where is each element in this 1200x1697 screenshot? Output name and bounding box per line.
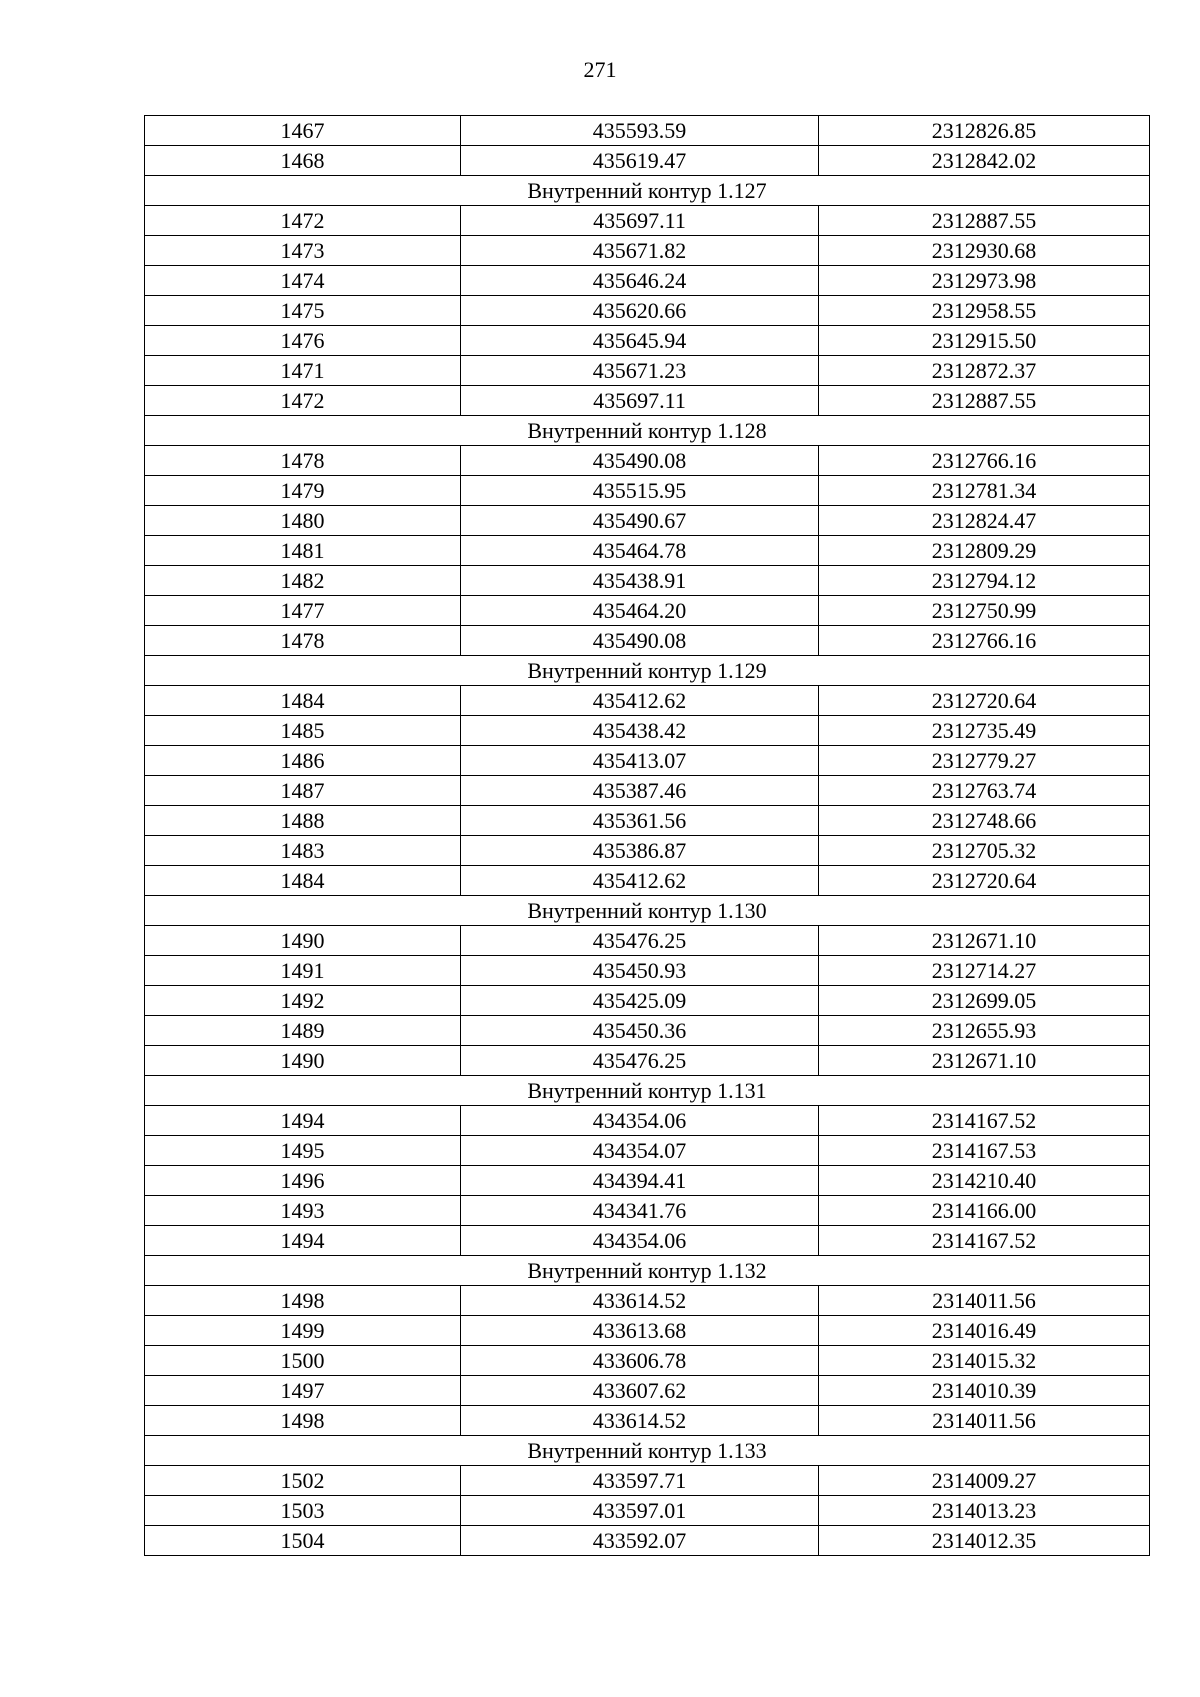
x-coordinate-cell: 433614.52 <box>461 1286 819 1316</box>
x-coordinate-cell: 433592.07 <box>461 1526 819 1556</box>
table-row <box>145 1016 1150 1046</box>
x-coordinate-cell: 434341.76 <box>461 1196 819 1226</box>
table-row <box>145 806 1150 836</box>
y-coordinate-cell: 2312735.49 <box>819 716 1150 746</box>
y-coordinate-cell: 2314011.56 <box>819 1286 1150 1316</box>
y-coordinate-cell: 2312842.02 <box>819 146 1150 176</box>
point-number-cell: 1487 <box>145 776 461 806</box>
contour-title: Внутренний контур 1.127 <box>145 176 1150 206</box>
y-coordinate-cell: 2314012.35 <box>819 1526 1150 1556</box>
contour-title: Внутренний контур 1.130 <box>145 896 1150 926</box>
y-coordinate-cell: 2312714.27 <box>819 956 1150 986</box>
y-coordinate-cell: 2314010.39 <box>819 1376 1150 1406</box>
table-row <box>145 1046 1150 1076</box>
contour-header-row <box>145 656 1150 686</box>
table-row <box>145 146 1150 176</box>
table-row <box>145 206 1150 236</box>
x-coordinate-cell: 434354.06 <box>461 1106 819 1136</box>
table-row <box>145 446 1150 476</box>
y-coordinate-cell: 2314015.32 <box>819 1346 1150 1376</box>
y-coordinate-cell: 2312781.34 <box>819 476 1150 506</box>
contour-header-row <box>145 1436 1150 1466</box>
table-row <box>145 1316 1150 1346</box>
y-coordinate-cell: 2312826.85 <box>819 116 1150 146</box>
x-coordinate-cell: 435438.42 <box>461 716 819 746</box>
point-number-cell: 1471 <box>145 356 461 386</box>
point-number-cell: 1504 <box>145 1526 461 1556</box>
y-coordinate-cell: 2314009.27 <box>819 1466 1150 1496</box>
contour-header-row <box>145 416 1150 446</box>
point-number-cell: 1495 <box>145 1136 461 1166</box>
x-coordinate-cell: 435464.78 <box>461 536 819 566</box>
x-coordinate-cell: 435490.08 <box>461 446 819 476</box>
y-coordinate-cell: 2312720.64 <box>819 866 1150 896</box>
table-row <box>145 236 1150 266</box>
table-row <box>145 1466 1150 1496</box>
point-number-cell: 1490 <box>145 926 461 956</box>
table-row <box>145 1286 1150 1316</box>
contour-header-row <box>145 896 1150 926</box>
table-row <box>145 116 1150 146</box>
coordinates-table-body <box>145 116 1150 1556</box>
x-coordinate-cell: 435412.62 <box>461 686 819 716</box>
y-coordinate-cell: 2312915.50 <box>819 326 1150 356</box>
table-row <box>145 296 1150 326</box>
table-row <box>145 1376 1150 1406</box>
y-coordinate-cell: 2312809.29 <box>819 536 1150 566</box>
x-coordinate-cell: 435425.09 <box>461 986 819 1016</box>
y-coordinate-cell: 2312887.55 <box>819 206 1150 236</box>
x-coordinate-cell: 435464.20 <box>461 596 819 626</box>
x-coordinate-cell: 435697.11 <box>461 206 819 236</box>
point-number-cell: 1498 <box>145 1406 461 1436</box>
y-coordinate-cell: 2314013.23 <box>819 1496 1150 1526</box>
table-row <box>145 776 1150 806</box>
point-number-cell: 1478 <box>145 626 461 656</box>
y-coordinate-cell: 2314166.00 <box>819 1196 1150 1226</box>
x-coordinate-cell: 435413.07 <box>461 746 819 776</box>
x-coordinate-cell: 435386.87 <box>461 836 819 866</box>
y-coordinate-cell: 2312973.98 <box>819 266 1150 296</box>
y-coordinate-cell: 2312872.37 <box>819 356 1150 386</box>
point-number-cell: 1493 <box>145 1196 461 1226</box>
x-coordinate-cell: 435438.91 <box>461 566 819 596</box>
table-row <box>145 1496 1150 1526</box>
table-row <box>145 1226 1150 1256</box>
table-row <box>145 1136 1150 1166</box>
table-row <box>145 1196 1150 1226</box>
point-number-cell: 1467 <box>145 116 461 146</box>
table-row <box>145 746 1150 776</box>
point-number-cell: 1483 <box>145 836 461 866</box>
x-coordinate-cell: 433597.71 <box>461 1466 819 1496</box>
y-coordinate-cell: 2312958.55 <box>819 296 1150 326</box>
point-number-cell: 1494 <box>145 1106 461 1136</box>
y-coordinate-cell: 2312766.16 <box>819 626 1150 656</box>
table-row <box>145 926 1150 956</box>
table-row <box>145 836 1150 866</box>
x-coordinate-cell: 433597.01 <box>461 1496 819 1526</box>
table-row <box>145 266 1150 296</box>
contour-title: Внутренний контур 1.133 <box>145 1436 1150 1466</box>
x-coordinate-cell: 435361.56 <box>461 806 819 836</box>
point-number-cell: 1482 <box>145 566 461 596</box>
y-coordinate-cell: 2312763.74 <box>819 776 1150 806</box>
point-number-cell: 1475 <box>145 296 461 326</box>
x-coordinate-cell: 435476.25 <box>461 926 819 956</box>
table-row <box>145 536 1150 566</box>
point-number-cell: 1472 <box>145 386 461 416</box>
point-number-cell: 1498 <box>145 1286 461 1316</box>
table-row <box>145 956 1150 986</box>
table-row <box>145 716 1150 746</box>
x-coordinate-cell: 435450.93 <box>461 956 819 986</box>
contour-title: Внутренний контур 1.128 <box>145 416 1150 446</box>
point-number-cell: 1494 <box>145 1226 461 1256</box>
point-number-cell: 1488 <box>145 806 461 836</box>
table-row <box>145 1406 1150 1436</box>
point-number-cell: 1490 <box>145 1046 461 1076</box>
y-coordinate-cell: 2314167.52 <box>819 1106 1150 1136</box>
y-coordinate-cell: 2312671.10 <box>819 1046 1150 1076</box>
x-coordinate-cell: 435671.23 <box>461 356 819 386</box>
point-number-cell: 1503 <box>145 1496 461 1526</box>
x-coordinate-cell: 435515.95 <box>461 476 819 506</box>
table-row <box>145 866 1150 896</box>
contour-header-row <box>145 1076 1150 1106</box>
point-number-cell: 1502 <box>145 1466 461 1496</box>
x-coordinate-cell: 435671.82 <box>461 236 819 266</box>
point-number-cell: 1497 <box>145 1376 461 1406</box>
table-row <box>145 686 1150 716</box>
point-number-cell: 1479 <box>145 476 461 506</box>
point-number-cell: 1485 <box>145 716 461 746</box>
table-row <box>145 356 1150 386</box>
x-coordinate-cell: 434394.41 <box>461 1166 819 1196</box>
x-coordinate-cell: 435619.47 <box>461 146 819 176</box>
y-coordinate-cell: 2312887.55 <box>819 386 1150 416</box>
table-row <box>145 986 1150 1016</box>
y-coordinate-cell: 2314011.56 <box>819 1406 1150 1436</box>
y-coordinate-cell: 2312699.05 <box>819 986 1150 1016</box>
y-coordinate-cell: 2312720.64 <box>819 686 1150 716</box>
x-coordinate-cell: 435593.59 <box>461 116 819 146</box>
x-coordinate-cell: 435490.08 <box>461 626 819 656</box>
point-number-cell: 1474 <box>145 266 461 296</box>
table-row <box>145 566 1150 596</box>
table-row <box>145 326 1150 356</box>
point-number-cell: 1499 <box>145 1316 461 1346</box>
x-coordinate-cell: 433607.62 <box>461 1376 819 1406</box>
point-number-cell: 1480 <box>145 506 461 536</box>
y-coordinate-cell: 2312824.47 <box>819 506 1150 536</box>
coordinates-table <box>144 115 1150 1556</box>
point-number-cell: 1492 <box>145 986 461 1016</box>
x-coordinate-cell: 433606.78 <box>461 1346 819 1376</box>
table-row <box>145 1346 1150 1376</box>
x-coordinate-cell: 435490.67 <box>461 506 819 536</box>
table-row <box>145 596 1150 626</box>
y-coordinate-cell: 2312930.68 <box>819 236 1150 266</box>
x-coordinate-cell: 434354.06 <box>461 1226 819 1256</box>
y-coordinate-cell: 2312750.99 <box>819 596 1150 626</box>
point-number-cell: 1468 <box>145 146 461 176</box>
point-number-cell: 1486 <box>145 746 461 776</box>
y-coordinate-cell: 2312779.27 <box>819 746 1150 776</box>
page-number: 271 <box>583 57 617 82</box>
x-coordinate-cell: 435476.25 <box>461 1046 819 1076</box>
point-number-cell: 1491 <box>145 956 461 986</box>
x-coordinate-cell: 435646.24 <box>461 266 819 296</box>
table-row <box>145 1106 1150 1136</box>
y-coordinate-cell: 2312705.32 <box>819 836 1150 866</box>
point-number-cell: 1476 <box>145 326 461 356</box>
y-coordinate-cell: 2312794.12 <box>819 566 1150 596</box>
contour-title: Внутренний контур 1.132 <box>145 1256 1150 1286</box>
point-number-cell: 1484 <box>145 686 461 716</box>
x-coordinate-cell: 434354.07 <box>461 1136 819 1166</box>
table-row <box>145 1526 1150 1556</box>
table-row <box>145 626 1150 656</box>
point-number-cell: 1496 <box>145 1166 461 1196</box>
y-coordinate-cell: 2314016.49 <box>819 1316 1150 1346</box>
y-coordinate-cell: 2314167.52 <box>819 1226 1150 1256</box>
x-coordinate-cell: 435450.36 <box>461 1016 819 1046</box>
y-coordinate-cell: 2314167.53 <box>819 1136 1150 1166</box>
point-number-cell: 1481 <box>145 536 461 566</box>
contour-title: Внутренний контур 1.129 <box>145 656 1150 686</box>
y-coordinate-cell: 2312671.10 <box>819 926 1150 956</box>
point-number-cell: 1489 <box>145 1016 461 1046</box>
contour-title: Внутренний контур 1.131 <box>145 1076 1150 1106</box>
contour-header-row <box>145 176 1150 206</box>
x-coordinate-cell: 435645.94 <box>461 326 819 356</box>
y-coordinate-cell: 2312655.93 <box>819 1016 1150 1046</box>
point-number-cell: 1478 <box>145 446 461 476</box>
x-coordinate-cell: 435697.11 <box>461 386 819 416</box>
x-coordinate-cell: 435387.46 <box>461 776 819 806</box>
table-row <box>145 506 1150 536</box>
point-number-cell: 1472 <box>145 206 461 236</box>
y-coordinate-cell: 2314210.40 <box>819 1166 1150 1196</box>
x-coordinate-cell: 435412.62 <box>461 866 819 896</box>
table-row <box>145 386 1150 416</box>
contour-header-row <box>145 1256 1150 1286</box>
y-coordinate-cell: 2312766.16 <box>819 446 1150 476</box>
table-row <box>145 476 1150 506</box>
x-coordinate-cell: 433614.52 <box>461 1406 819 1436</box>
point-number-cell: 1500 <box>145 1346 461 1376</box>
point-number-cell: 1477 <box>145 596 461 626</box>
x-coordinate-cell: 435620.66 <box>461 296 819 326</box>
y-coordinate-cell: 2312748.66 <box>819 806 1150 836</box>
point-number-cell: 1484 <box>145 866 461 896</box>
x-coordinate-cell: 433613.68 <box>461 1316 819 1346</box>
point-number-cell: 1473 <box>145 236 461 266</box>
table-row <box>145 1166 1150 1196</box>
